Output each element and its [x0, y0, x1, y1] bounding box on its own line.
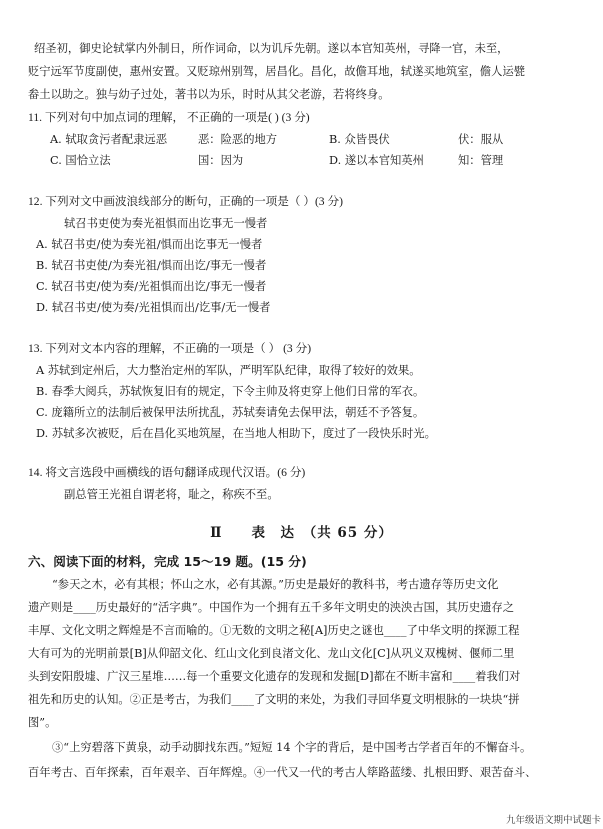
q13-option-c: C. 庞籍所立的法制后被保甲法所扰乱，苏轼奏请免去保甲法，朝廷不予答复。 — [36, 406, 425, 419]
q12-option-b: B. 轼召书吏使/为奏光祖/惧而出讫/事无一慢者 — [36, 259, 267, 272]
question-13-stem: 13. 下列对文本内容的理解，不正确的一项是（ ） (3 分) — [28, 342, 312, 355]
q11-option-d: D. 遂以本官知英州 — [329, 154, 424, 167]
q12-option-d: D. 轼召书吏/使为奏/光祖惧而出/讫事/无一慢者 — [36, 301, 271, 314]
q11-option-b: B. 众皆畏伏 — [329, 133, 390, 146]
passage-line: 绍圣初，御史论轼掌内外制日，所作词命，以为讥斥先朝。遂以本官知英州，寻降一官，未至， — [34, 42, 509, 55]
q12-option-a: A. 轼召书吏/使为奏光祖/惧而出讫事无一慢者 — [36, 238, 263, 251]
section-2-title: Ⅱ 表 达 （共 65 分） — [210, 525, 393, 541]
material-line: 图”。 — [28, 716, 57, 729]
material-line: 头到安阳殷墟、广汉三星堆……每一个重要文化遗存的发现和发掘[D]都在不断丰富和____着我们对 — [28, 670, 521, 683]
q11-option-a-meaning: 恶：险恶的地方 — [198, 133, 278, 146]
material-line: 百年考古、百年探索，百年艰辛、百年辉煌。④一代又一代的考古人筚路蓝缕、扎根田野、艰苦奋斗、 — [28, 766, 537, 779]
q13-option-d: D. 苏轼多次被贬，后在昌化买地筑屋，在当地人相助下，度过了一段快乐时光。 — [36, 427, 436, 440]
q11-option-b-meaning: 伏：服从 — [458, 133, 504, 146]
material-line: “参天之木，必有其根；怀山之水，必有其源。”历史是最好的教科书，考古遗存等历史文化 — [52, 578, 499, 591]
q11-option-c-meaning: 国：因为 — [198, 154, 244, 167]
question-11-stem: 11. 下列对句中加点词的理解， 不正确的一项是( ) (3 分) — [28, 111, 310, 124]
question-12-stem: 12. 下列对文中画波浪线部分的断句，正确的一项是（ ）(3 分) — [28, 195, 343, 208]
material-line: 大有可为的光明前景[B]从仰韶文化、红山文化到良渚文化、龙山文化[C]从巩义双槐树、偃师二里 — [28, 647, 515, 660]
page-footer: 九年级语文期中试题卡 — [505, 815, 601, 826]
q11-option-a: A. 轼取贪污者配隶远恶 — [50, 133, 168, 146]
material-line: ③“上穷碧落下黄泉，动手动脚找东西。”短短 14 个字的背后，是中国考古学者百年的不懈奋斗。 — [52, 741, 532, 754]
q12-sentence: 轼召书吏使为奏光祖惧而出讫事无一慢者 — [64, 217, 268, 230]
material-line: 丰厚、文化文明之辉煌是不言而喻的。①无数的文明之秘[A]历史之谜也____了中华文明的探源工程 — [28, 624, 520, 637]
question-14-stem: 14. 将文言选段中画横线的语句翻译成现代汉语。(6 分) — [28, 466, 306, 479]
q13-option-a: A 苏轼到定州后，大力整治定州的军队，严明军队纪律，取得了较好的效果。 — [36, 364, 421, 377]
q11-option-d-meaning: 知：管理 — [458, 154, 504, 167]
material-line: 遗产则是____历史最好的“活字典”。中国作为一个拥有五千多年文明史的泱泱古国，其历史遗存之 — [28, 601, 515, 614]
q11-option-c: C. 国恰立法 — [50, 154, 111, 167]
q13-option-b: B. 春季大阅兵，苏轼恢复旧有的规定，下令主帅及将吏穿上他们日常的军衣。 — [36, 385, 425, 398]
passage-line: 贬宁远军节度副使，惠州安置。又贬琼州别驾，居昌化。昌化，故儋耳地，轼遂买地筑室，儋人运甓 — [28, 65, 526, 78]
material-line: 祖先和历史的认知。②正是考古，为我们____了文明的来处，为我们寻回华夏文明根脉的一块块“拼 — [28, 693, 520, 706]
section-6-title: 六、阅读下面的材料，完成 15～19 题。(15 分) — [28, 554, 307, 569]
q12-option-c: C. 轼召书吏/使为奏/光祖惧而出讫/事无一慢者 — [36, 280, 267, 293]
passage-line: 畚土以助之。独与幼子过处，著书以为乐，时时从其父老游，若将终身。 — [28, 88, 390, 101]
q14-sentence: 副总管王光祖自谓老将，耻之，称疾不至。 — [64, 488, 279, 501]
